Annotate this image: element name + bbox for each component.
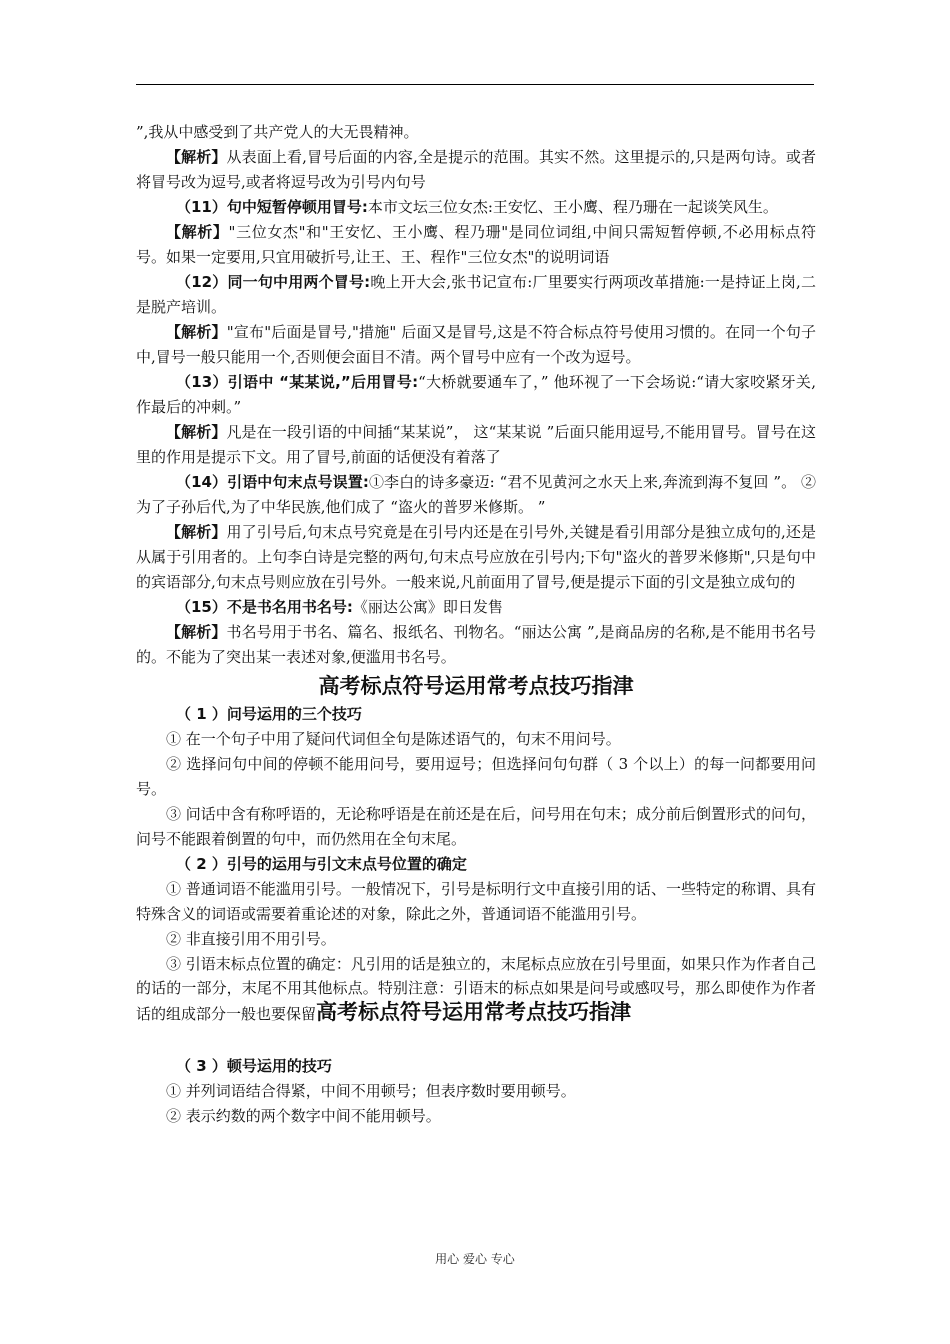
analysis-tag: 【解析】 [166, 523, 227, 541]
paragraph: ③ 问话中含有称呼语的，无论称呼语是在前还是在后，问号用在句末；成分前后倒置形式的问句，问号不能跟着倒置的句中，而仍然用在全句末尾。 [136, 805, 816, 848]
paragraph: ② 表示约数的两个数字中间不能用顿号。 [166, 1107, 441, 1125]
analysis-paragraph [136, 520, 816, 595]
example-item-11 [136, 195, 816, 220]
item-heading: （14）引语中句末点号误置: [176, 473, 369, 491]
item-heading: （13）引语中 “某某说,”后用冒号: [176, 373, 419, 391]
text: "宣布"后面是冒号,"措施" 后面又是冒号,这是不符合标点符号使用习惯的。在同一个句子中,冒号一般只能用一个,否则便会面目不清。两个冒号中应有一个改为逗号。 [136, 323, 816, 366]
analysis-paragraph [136, 620, 816, 670]
text: 凡是在一段引语的中间插“某某说”， 这“某某说 ”后面只能用逗号,不能用冒号。冒号在这里的作用是提示下文。用了冒号,前面的话便没有着落了 [136, 423, 816, 466]
subsection-heading-3: （ 3 ）顿号运用的技巧 [176, 1057, 332, 1075]
analysis-paragraph [136, 145, 816, 195]
item-heading: （11）句中短暂停顿用冒号: [176, 198, 368, 216]
page-footer: 用心 爱心 专心 [435, 1252, 515, 1266]
text: 用了引号后,句末点号究竟是在引号内还是在引号外,关键是看引用部分是独立成句的,还是从属于引用者的。上句李白诗是完整的两句,句末点号应放在引号内;下句"盗火的普罗米修斯",只是句中的宾语部分,句末点号则应放在引号外。一般来说,凡前面用了冒号,便是提示下面的引文是独立成句的 [136, 523, 816, 591]
spacer [136, 1026, 816, 1054]
analysis-tag: 【解析】 [166, 423, 227, 441]
example-item-12 [136, 270, 816, 320]
paragraph: ① 在一个句子中用了疑问代词但全句是陈述语气的，句末不用问号。 [166, 730, 621, 748]
analysis-tag: 【解析】 [166, 223, 229, 241]
example-item-13 [136, 370, 816, 420]
analysis-paragraph [136, 220, 816, 270]
text: 书名号用于书名、篇名、报纸名、刊物名。“丽达公寓 ”,是商品房的名称,是不能用书名号的。不能为了突出某一表述对象,便滥用书名号。 [136, 623, 816, 666]
paragraph [136, 120, 816, 145]
paragraph: ② 非直接引用不用引号。 [166, 930, 336, 948]
text: 《丽达公寓》即日发售 [352, 598, 503, 616]
paragraph [136, 952, 816, 1026]
item-heading: （12）同一句中用两个冒号: [176, 273, 371, 291]
paragraph: ② 选择问句中间的停顿不能用问号，要用逗号；但选择问句句群（ 3 个以上）的每一问都要用问号。 [136, 755, 816, 798]
text: “大桥就要通车了，” 他环视了一下会场说:“请大家咬紧牙关,作最后的冲刺。” [136, 373, 816, 416]
analysis-tag: 【解析】 [166, 623, 227, 641]
text: 本市文坛三位女杰:王安忆、王小鹰、程乃珊在一起谈笑风生。 [367, 198, 778, 216]
subsection-heading-1: （ 1 ）问号运用的三个技巧 [176, 705, 362, 723]
text: ”,我从中感受到了共产党人的大无畏精神。 [136, 123, 419, 141]
example-item-14 [136, 470, 816, 520]
text: "三位女杰"和"王安忆、王小鹰、程乃珊"是同位词组,中间只需短暂停顿,不必用标点符号。如果一定要用,只宜用破折号,让王、王、程作"三位女杰"的说明词语 [136, 223, 816, 266]
text: 从表面上看,冒号后面的内容,全是提示的范围。其实不然。这里提示的,只是两句诗。或者将冒号改为逗号,或者将逗号改为引号内句号 [136, 148, 816, 191]
subsection-heading-2: （ 2 ）引号的运用与引文末点号位置的确定 [176, 855, 467, 873]
document-body [136, 120, 816, 1129]
analysis-paragraph [136, 420, 816, 470]
paragraph: ① 普通词语不能滥用引号。一般情况下，引号是标明行文中直接引用的话、一些特定的称谓、具有特殊含义的词语或需要着重论述的对象，除此之外，普通词语不能滥用引号。 [136, 880, 816, 923]
header-rule [136, 84, 814, 85]
inline-heading: 高考标点符号运用常考点技巧指津 [316, 1000, 632, 1024]
analysis-paragraph [136, 320, 816, 370]
section-heading: 高考标点符号运用常考点技巧指津 [318, 674, 634, 698]
text: 晚上开大会,张书记宣布:厂里要实行两项改革措施:一是持证上岗,二是脱产培训。 [136, 273, 816, 316]
text: ①李白的诗多豪迈: “君不见黄河之水天上来,奔流到海不复回 ”。 ②为了子孙后代,为了中华民族,他们成了 “盗火的普罗米修斯。 ” [136, 473, 817, 516]
paragraph: ① 并列词语结合得紧，中间不用顿号；但表序数时要用顿号。 [166, 1082, 576, 1100]
example-item-15 [136, 595, 816, 620]
analysis-tag: 【解析】 [166, 323, 227, 341]
text: ③ 引语末标点位置的确定：凡引用的话是独立的，末尾标点应放在引号里面，如果只作为作者自己的话的一部分，末尾不用其他标点。特别注意：引语末的标点如果是问号或感叹号，那么即使作为作者话的组成部分一般也要保留 [136, 955, 816, 1023]
analysis-tag: 【解析】 [166, 148, 227, 166]
item-heading: （15）不是书名用书名号: [176, 598, 353, 616]
